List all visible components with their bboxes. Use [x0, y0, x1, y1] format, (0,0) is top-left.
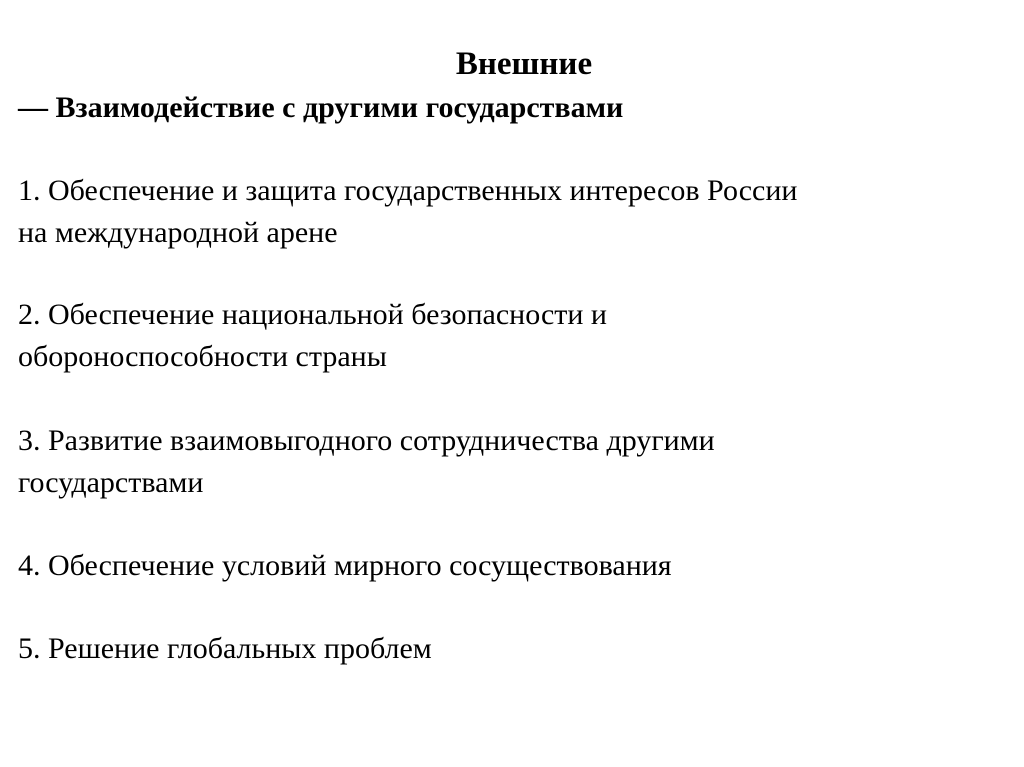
list-item-3-line-1: 3. Развитие взаимовыгодного сотрудничества другими — [18, 424, 715, 457]
list-item-4-line-1: 4. Обеспечение условий мирного сосуществования — [18, 549, 672, 582]
list-item-2 — [18, 294, 1018, 378]
list-item-1 — [18, 170, 1018, 254]
slide-subtitle: — Взаимодействие с другими государствами — [18, 91, 624, 124]
list-item-1-line-1: 1. Обеспечение и защита государственных интересов России — [18, 174, 798, 207]
list-item-4 — [18, 545, 1018, 587]
list-item-5 — [18, 628, 1018, 670]
list-item-5-line-1: 5. Решение глобальных проблем — [18, 632, 432, 665]
list-item-3-line-2: государствами — [18, 466, 204, 499]
list-item-3 — [18, 420, 1018, 504]
list-item-2-line-1: 2. Обеспечение национальной безопасности и — [18, 298, 607, 331]
list-item-1-line-2: на международной арене — [18, 216, 338, 249]
list-item-2-line-2: обороноспособности страны — [18, 340, 387, 373]
slide-title: Внешние — [455, 46, 593, 82]
